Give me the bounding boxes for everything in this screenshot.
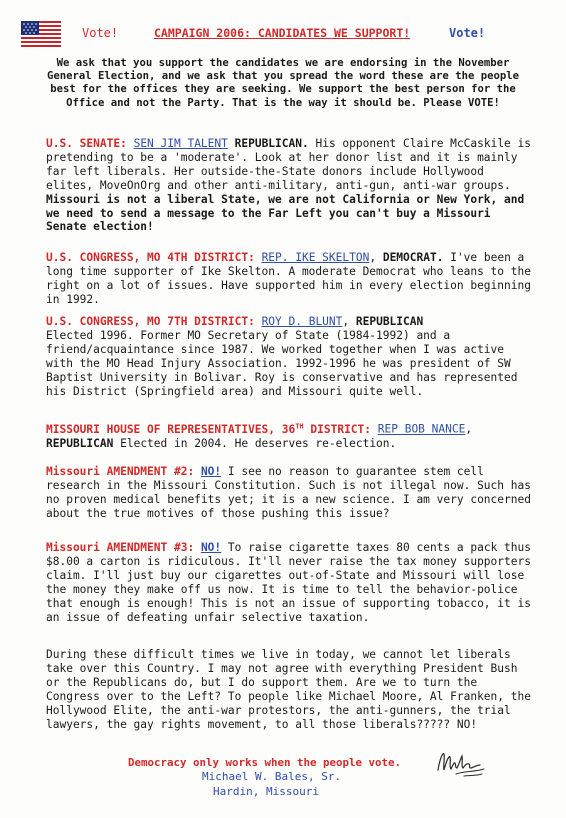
- author-town: Hardin, Missouri: [213, 785, 319, 798]
- house-text: Elected in 2004. He deserves re-election.: [120, 436, 397, 450]
- mo7-section: U.S. CONGRESS, MO 7TH DISTRICT: ROY D. BLUNT, REPUBLICAN Elected 1996. Former MO Secretary of State (1984-1992) and a friend/acquaintance since 1987. We worked together when I was active with the MO Head Injury Association. 1992-1996 he was president of SW Baptist University in Bolivar. Roy is conservative and has represented his District (Springfield area) and Missouri quite well.: [46, 315, 518, 398]
- author-name: Michael W. Bales, Sr.: [202, 770, 342, 783]
- vote-label-left: Vote!: [82, 26, 119, 40]
- intro-paragraph: We ask that you support the candidates we are endorsing in the November General Election, and we ask that you spread the word these are the people best for the offices they are seeking. We support the best person for the Office and not the Party. That is the way it should be. Please VOTE!: [47, 57, 519, 109]
- mo7-party: REPUBLICAN: [355, 315, 424, 328]
- mo4-office: U.S. CONGRESS, MO 4TH DISTRICT:: [46, 251, 255, 264]
- senate-text: His opponent Claire McCaskile is pretending to be a 'moderate'. Look at her donor list and it is mainly far left liberals. Her outside-the-State donors include Hollywood elites, MoveOnOrg and other anti-military, anti-gun, anti-war groups.: [46, 137, 532, 192]
- amendment-2-label: Missouri AMENDMENT #2:: [46, 465, 195, 478]
- header: [20, 18, 546, 54]
- signature-icon: [434, 748, 490, 782]
- mo4-text: I've been a long time supporter of Ike Skelton. A moderate Democrat who leans to the right on a lot of issues. Have supported him in every election beginning in 1992.: [46, 251, 531, 306]
- mo7-text: Elected 1996. Former MO Secretary of State (1984-1992) and a friend/acquaintance since 1987. We worked together when I was active with the MO Head Injury Association. 1992-1996 he was president of SW Baptist University in Bolivar. Roy is conservative and has represented his District (Springfield area) and Missouri quite well.: [46, 328, 518, 398]
- amendment-3-vote: NO!: [200, 541, 222, 554]
- house-party: REPUBLICAN: [46, 436, 114, 450]
- amendment-3-text: To raise cigarette taxes 80 cents a pack thus $8.00 a carton is ridiculous. It'll never raise the tax money supporters claim. I'll just buy our cigarettes out-of-State and Missouri will lose the money they make off us now. It is time to tell the behavior-police that enough is enough! This is not an issue of supporting tobacco, it is an issue of defeating unfair selective taxation.: [46, 541, 532, 624]
- house-office: MISSOURI HOUSE OF REPRESENTATIVES, 36TH DISTRICT:: [46, 422, 372, 436]
- house-section: MISSOURI HOUSE OF REPRESENTATIVES, 36TH DISTRICT: REP BOB NANCE, REPUBLICAN Elected in 2004. He deserves re-election.: [46, 422, 473, 450]
- amendment-2-text: I see no reason to guarantee stem cell research in the Missouri Constitution. Such is not illegal now. Such has no proven medical benefits yet; it is a new science. I am very concerned about the true motives of those pushing this issue?: [46, 465, 531, 520]
- amendment-3-section: [46, 541, 532, 624]
- mo4-section: U.S. CONGRESS, MO 4TH DISTRICT: REP. IKE SKELTON, DEMOCRAT. I've been a long time supporter of Ike Skelton. A moderate Democrat who leans to the right on a lot of issues. Have supported him in every election beginning in 1992.: [46, 251, 531, 306]
- amendment-3-label: Missouri AMENDMENT #3:: [46, 541, 195, 554]
- conclusion-paragraph: During these difficult times we live in today, we cannot let liberals take over this Country. I may not agree with everything President Bush or the Republicans do, but I do support them. Are we to turn the Congress over to the Left? To people like Michael Moore, Al Franken, the Hollywood Elite, the anti-war protestors, the anti-gunners, the trial lawyers, the gay rights movement, to all those liberals????? NO!: [46, 648, 531, 731]
- senate-candidate: SEN JIM TALENT: [133, 137, 228, 150]
- senate-bold-text: Missouri is not a liberal State, we are not California or New York, and we need to send a message to the Far Left you can't buy a Missouri Senate election!: [46, 192, 525, 234]
- mo7-candidate: ROY D. BLUNT: [261, 315, 343, 328]
- slogan: Democracy only works when the people vote.: [128, 756, 402, 769]
- house-candidate: REP BOB NANCE: [377, 422, 466, 436]
- senate-office: U.S. SENATE:: [46, 137, 127, 150]
- mo7-office: U.S. CONGRESS, MO 7TH DISTRICT:: [46, 315, 255, 328]
- senate-party: REPUBLICAN.: [234, 137, 309, 150]
- mo4-party: DEMOCRAT.: [382, 251, 444, 264]
- campaign-banner: CAMPAIGN 2006: CANDIDATES WE SUPPORT!: [154, 26, 411, 40]
- vote-label-right: Vote!: [449, 26, 486, 40]
- mo4-candidate: REP. IKE SKELTON: [261, 251, 370, 264]
- us-flag-icon: [20, 18, 62, 50]
- senate-section: [46, 137, 532, 234]
- amendment-2-vote: NO!: [200, 465, 222, 478]
- amendment-2-section: [46, 465, 532, 521]
